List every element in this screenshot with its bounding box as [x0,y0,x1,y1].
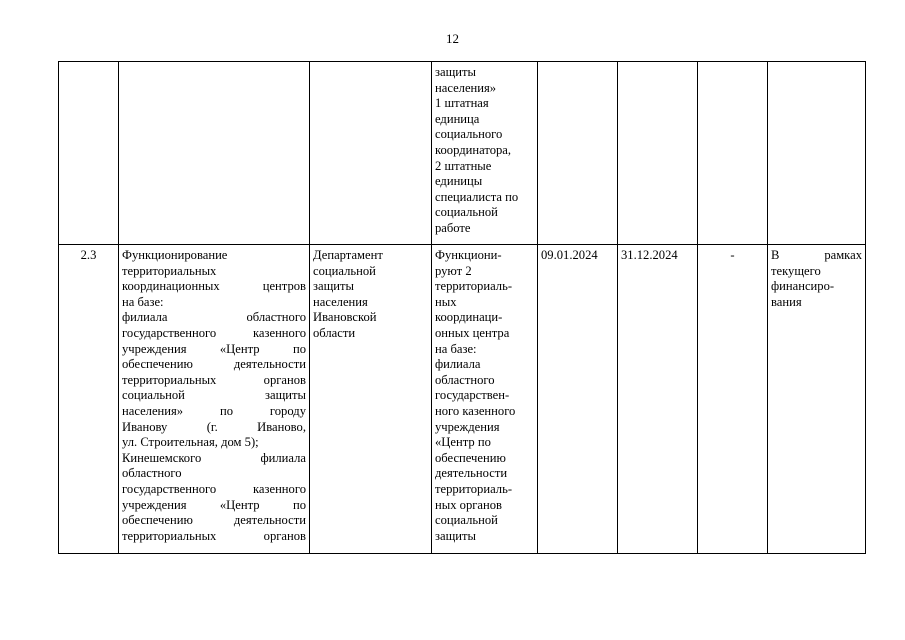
cell-text-line: 1 штатная [435,96,489,111]
cell-text-line: учреждения «Центр по [122,341,306,356]
cell-text-line: территориальных [122,263,217,278]
cell-result [432,245,538,554]
cell-text-line: специалиста по [435,189,519,204]
cell-text-line: населения [313,294,368,309]
cell-text-line: государствен- [435,388,510,403]
cell-text-line: единица [435,111,480,126]
cell-text-line: 31.12.2024 [621,248,678,262]
cell-text-line: территориаль- [435,481,513,496]
cell-text-line: 09.01.2024 [541,248,598,262]
cell-text-line: координатора, [435,142,512,157]
cell-text-line: на базе: [435,341,477,356]
cell-start-date [538,62,618,245]
cell-text-line: координационных центров [122,279,306,294]
cell-text-line: области [313,325,356,340]
cell-text-line: территориальных органов [122,528,306,543]
cell-amount [698,62,768,245]
cell-text-line: единицы [435,174,483,189]
cell-text-line: Кинешемского филиала [122,450,306,465]
cell-text-line: текущего [771,263,821,278]
cell-text-line: онных центра [435,325,510,340]
cell-text-line: на базе: [122,294,164,309]
cell-text-line: Функциони- [435,248,502,262]
cell-text-line: территориаль- [435,279,513,294]
cell-text-line: ного казенного [435,403,516,418]
cell-text-line: ных органов [435,497,502,512]
cell-text-line: руют 2 [435,263,472,278]
cell-text-line: социальной защиты [122,388,306,403]
cell-financing [768,62,866,245]
cell-text-line: защиты [313,279,354,294]
cell-text-line: обеспечению деятельности [122,513,306,528]
cell-text-line: социального [435,127,503,142]
cell-end-date [618,245,698,554]
cell-text-line: ных [435,294,457,309]
cell-text-line: территориальных органов [122,372,306,387]
cell-text-line: областного [435,372,495,387]
cell-responsible [310,245,432,554]
cell-text-line: - [730,248,735,262]
cell-text-line: населения» [435,80,497,95]
cell-text-line: вания [771,294,802,309]
cell-result [432,62,538,245]
cell-end-date [618,62,698,245]
cell-text-line: учреждения «Центр по [122,497,306,512]
cell-text-line: областного [122,466,182,481]
cell-text-line: Функционирование [122,248,228,262]
cell-text-line: социальной [313,263,376,278]
cell-text-line: социальной [435,513,498,528]
cell-text-line: Иванову (г. Иваново, [122,419,306,434]
cell-text-line: филиала областного [122,310,306,325]
cell-amount [698,245,768,554]
cell-text-line: филиала [435,357,481,372]
cell-text-line: социальной [435,205,498,220]
cell-item-number [59,245,119,554]
cell-item-number [59,62,119,245]
table-row [59,62,866,245]
cell-text-line: координаци- [435,310,503,325]
cell-text-line: «Центр по [435,435,491,450]
page-number: 12 [446,31,459,46]
cell-text-line: государственного казенного [122,325,306,340]
cell-text-line: Ивановской [313,310,377,325]
cell-measure-name [119,245,310,554]
cell-text-line: деятельности [435,466,508,481]
cell-text-line: финансиро- [771,279,835,294]
cell-financing [768,245,866,554]
cell-text-line: защиты [435,65,476,79]
cell-text-line: обеспечению деятельности [122,357,306,372]
cell-text-line: Департамент [313,248,383,262]
cell-text-line: населения» по городу [122,403,306,418]
cell-text-line: 2.3 [80,248,97,262]
cell-responsible [310,62,432,245]
cell-text-line: работе [435,220,471,235]
cell-text-line: учреждения [435,419,500,434]
cell-text-line: обеспечению [435,450,506,465]
table-row [59,245,866,554]
cell-text-line: защиты [435,528,476,543]
cell-text-line: ул. Строительная, дом 5); [122,435,259,450]
cell-text-line: государственного казенного [122,481,306,496]
cell-measure-name [119,62,310,245]
measures-table [58,61,866,554]
cell-text-line: В рамках [771,248,862,262]
cell-start-date [538,245,618,554]
cell-text-line: 2 штатные [435,158,492,173]
